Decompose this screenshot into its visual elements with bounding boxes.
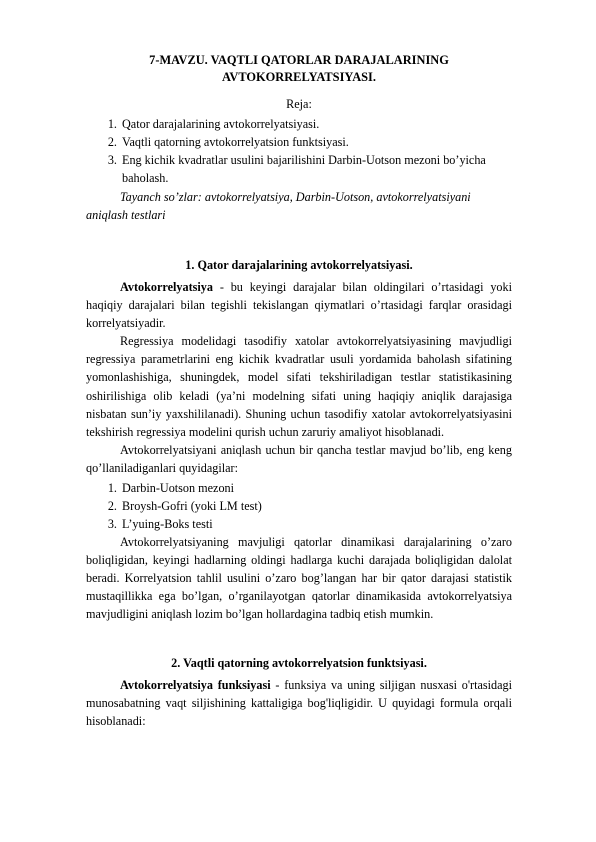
test-item: 1. Darbin-Uotson mezoni bbox=[120, 479, 512, 497]
term-avtokorrelyatsiya-funksiyasi: Avtokorrelyatsiya funksiyasi bbox=[120, 677, 271, 692]
term-avtokorrelyatsiya: Avtokorrelyatsiya bbox=[120, 280, 213, 294]
definition-text: - funksiya va uning siljigan nusxasi o'rtasidagi munosabatning vaqt siljishining kattaligiga bog'liqligidir. U quyidagi formula orqali hisoblanadi: bbox=[86, 677, 513, 728]
tests-list bbox=[86, 479, 512, 533]
section-1-paragraph-4: Avtokorrelyatsiyaning mavjuligi qatorlar dinamikasi darajalarining o’zaro boliqligidan, keyingi hadlarning oldingi hadlarga kuchi darajada boliqligidan dalolat beradi. Korrelyatsion tahlil usulini o’zaro bog’langan har bir qator darajasi statistik mustaqillikka ega bo’lgan, o’rganilayotgan qatorlar dinamikasida avtokorrelyatsiya mavjudligini aniqlash lozim bo’lgan hollardagina tadbiq etish mumkin. bbox=[86, 535, 512, 622]
plan-item: 3. Eng kichik kvadratlar usulini bajarilishini Darbin-Uotson mezoni bo’yicha baholash. bbox=[120, 151, 512, 187]
section-2-paragraph-1 bbox=[86, 676, 512, 730]
test-item: 2. Broysh-Gofri (yoki LM test) bbox=[120, 497, 512, 515]
plan-label: Reja: bbox=[286, 97, 312, 111]
document-title bbox=[86, 52, 512, 86]
title-line-1: 7-MAVZU. VAQTLI QATORLAR DARAJALARINING bbox=[149, 53, 449, 67]
definition-text: - bu keyingi darajalar bilan oldingilari o’rtasidagi yoki haqiqiy darajalari bilan tegishli tekislangan qiymatlari o’rtasidagi farqlar orasidagi korrelyatsiyadir. bbox=[86, 280, 512, 331]
section-1-heading: 1. Qator darajalarining avtokorrelyatsiyasi. bbox=[185, 258, 413, 272]
plan-item: 1. Qator darajalarining avtokorrelyatsiyasi. bbox=[120, 115, 512, 133]
keywords-line: Tayanch so’zlar: avtokorrelyatsiya, Darbin-Uotson, avtokorrelyatsiyani aniqlash testlari bbox=[86, 190, 471, 222]
section-1-paragraph-1 bbox=[86, 278, 512, 332]
section-2-heading: 2. Vaqtli qatorning avtokorrelyatsion funktsiyasi. bbox=[171, 655, 427, 670]
section-1-paragraph-3: Avtokorrelyatsiyani aniqlash uchun bir qancha testlar mavjud bo’lib, eng keng qo’llaniladiganlari quyidagilar: bbox=[86, 442, 512, 475]
plan-list bbox=[86, 115, 512, 187]
section-1-paragraph-2: Regressiya modelidagi tasodifiy xatolar avtokorrelyatsiyasining mavjudligi regressiya parametrlarini eng kichik kvadratlar usuli yordamida baholash sifatining yomonlashishiga, shuningdek, model sifati tekshiriladigan testlar statistikasining oshirilishiga olib keladi (ya’ni modelning sifati uning haqiqiy aniqlik darajasiga nisbatan sun’iy yaxshililanadi). Shuning uchun tasodifiy xatolar avtokorrelyatsiyasini tekshirish regressiya modelini qurish uchun zaruriy amaliyot hisoblanadi. bbox=[86, 334, 512, 439]
plan-item: 2. Vaqtli qatorning avtokorrelyatsion funktsiyasi. bbox=[120, 133, 512, 151]
title-line-2: AVTOKORRELYATSIYASI. bbox=[222, 70, 376, 84]
test-item: 3. L’yuing-Boks testi bbox=[120, 515, 512, 533]
document-page bbox=[86, 52, 512, 730]
